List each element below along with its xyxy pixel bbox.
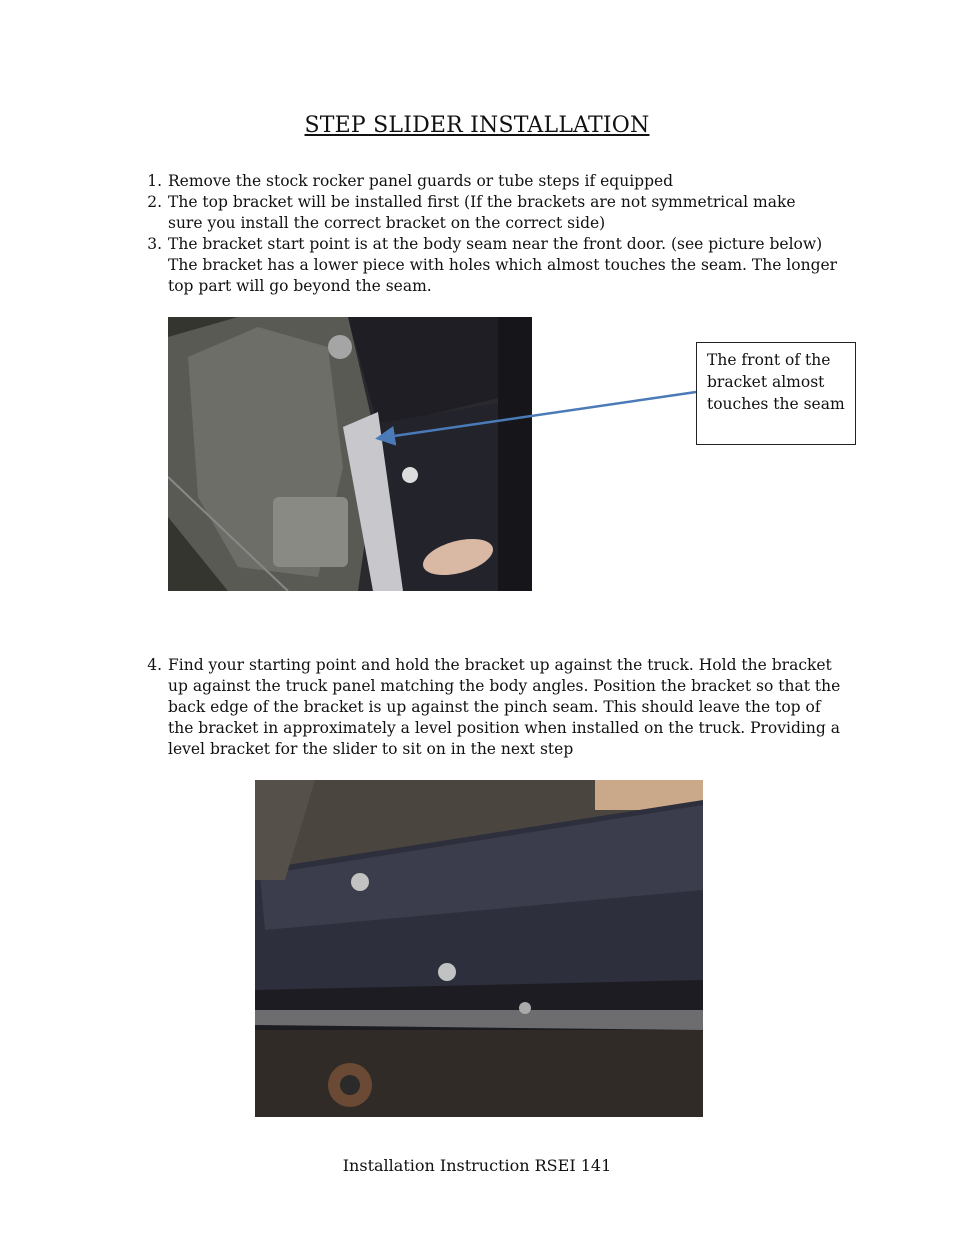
step-text: Remove the stock rocker panel guards or tube steps if equipped xyxy=(168,172,674,190)
step-number: 2. xyxy=(147,193,162,211)
step-text: The top bracket will be installed first (If the brackets are not symmetrical make sure you install the correct bracket on the correct side) xyxy=(168,193,796,232)
bracket-position-photo xyxy=(255,780,703,1117)
step-text: Find your starting point and hold the bracket up against the truck. Hold the bracket up against the truck panel matching the body angles. Position the bracket so that the back edge of the bracket is up against the pinch seam. This should leave the top of the bracket in approximately a level position when installed on the truck. Providing a level bracket for the slider to sit on in the next step xyxy=(168,656,841,758)
step-number: 3. xyxy=(147,235,162,253)
page-footer: Installation Instruction RSEI 141 xyxy=(342,1156,612,1175)
step-number: 1. xyxy=(147,172,162,190)
callout-box: The front of the bracket almost touches the seam xyxy=(696,342,856,445)
step-text: The bracket start point is at the body seam near the front door. (see picture below) The bracket has a lower piece with holes which almost touches the seam. The longer top part will go beyond the seam. xyxy=(168,235,838,295)
page-title: STEP SLIDER INSTALLATION xyxy=(304,113,650,138)
step-number: 4. xyxy=(147,656,162,674)
